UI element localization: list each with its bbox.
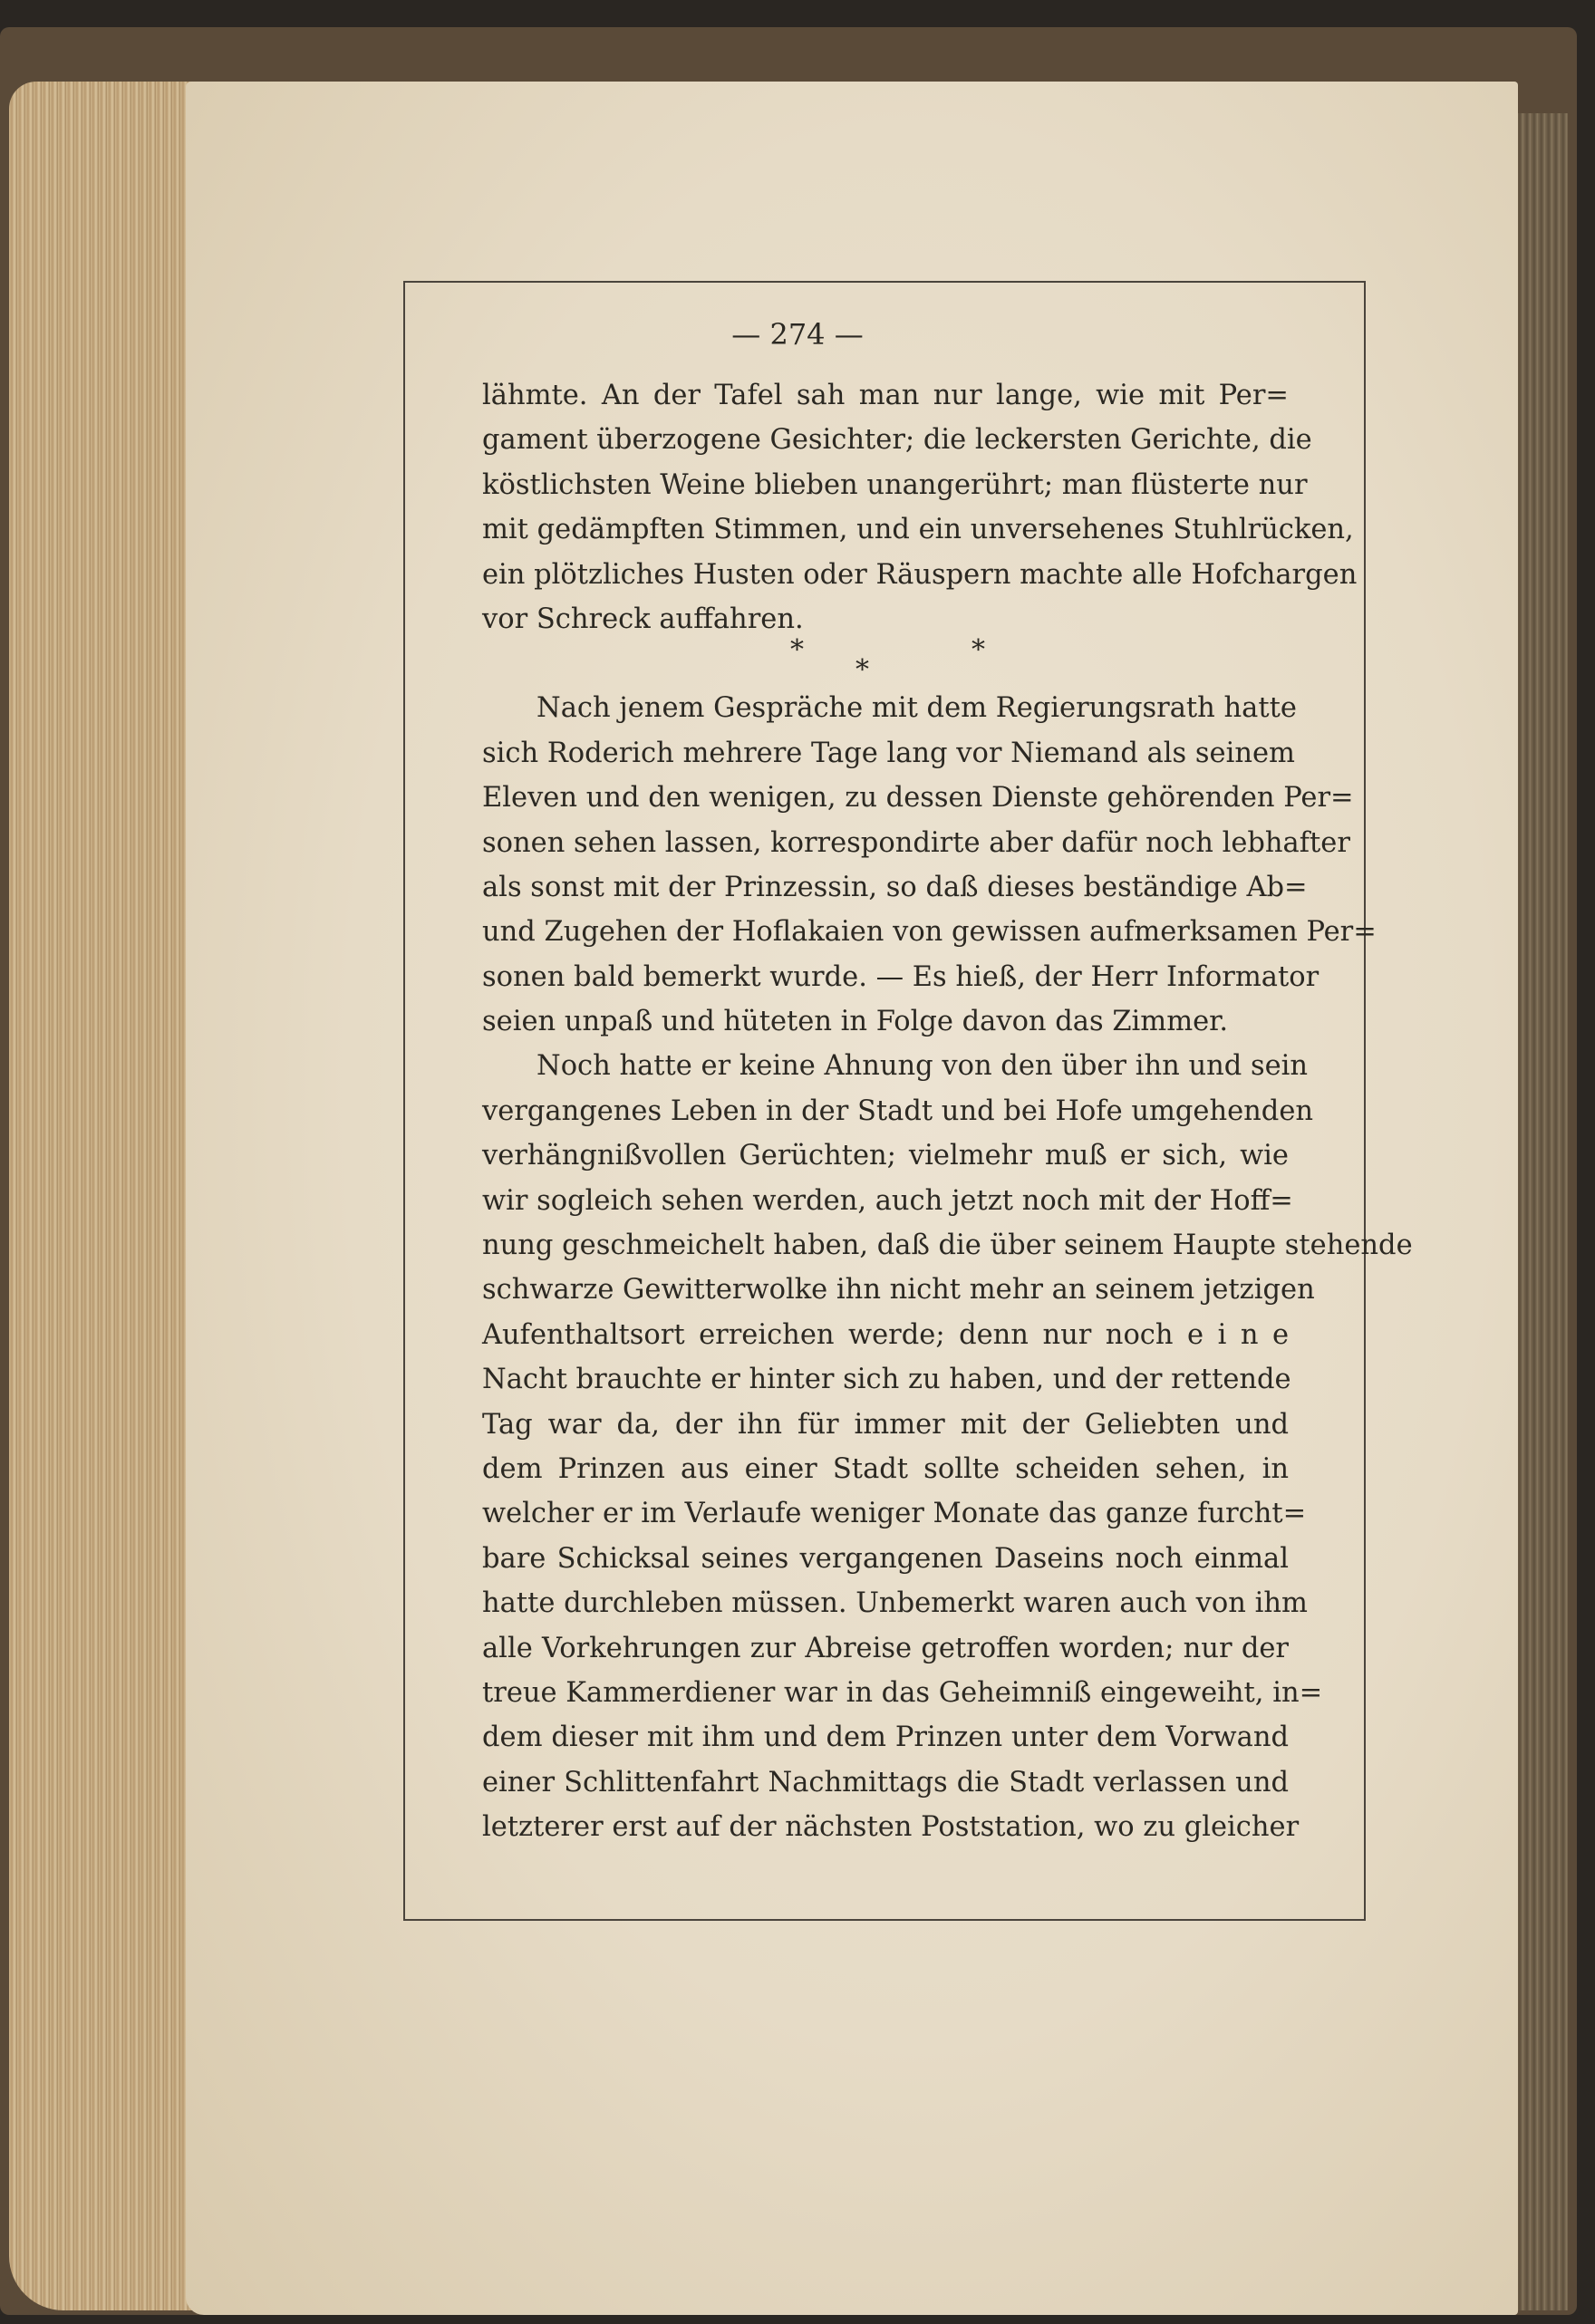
text-line: und Zugehen der Hoflakaien von gewissen aufmerksamen Per= [482,916,1377,949]
paragraph-3 [482,1044,1413,1849]
text-line: gament überzogene Gesichter; die leckersten Gerichte, die [482,424,1312,457]
separator-gap [482,641,1289,686]
body-text [482,373,1413,1850]
text-line: wir sogleich sehen werden, auch jetzt noch mit der Hoff= [482,1184,1293,1217]
text-line: Tag war da, der ihn für immer mit der Geliebten und [482,1408,1289,1441]
text-line: sonen bald bemerkt wurde. — Es hieß, der Herr Informator [482,960,1320,993]
text-line: verhängnißvollen Gerüchten; vielmehr muß er sich, wie [482,1140,1289,1172]
text-line: dem Prinzen aus einer Stadt sollte scheiden sehen, in [482,1452,1289,1485]
separator-star: * [972,634,985,666]
paragraph-2 [482,686,1377,1044]
page-edges-left [9,82,199,2310]
text-line: lähmte. An der Tafel sah man nur lange, wie mit Per= [482,380,1289,411]
text-line: mit gedämpften Stimmen, und ein unversehenes Stuhlrücken, [482,514,1354,546]
text-line: hatte durchleben müssen. Unbemerkt waren auch von ihm [482,1587,1308,1620]
separator-star: * [790,634,804,666]
text-line: bare Schicksal seines vergangenen Daseins noch einmal [482,1542,1289,1575]
text-line: Noch hatte er keine Ahnung von den über ihn und sein [536,1050,1309,1083]
text-line: sonen sehen lassen, korrespondirte aber dafür noch lebhafter [482,826,1350,859]
page-number: — 274 — [731,317,864,352]
text-line: treue Kammerdiener war in das Geheimniß eingeweiht, in= [482,1676,1323,1709]
text-line: dem dieser mit ihm und dem Prinzen unter dem Vorwand [482,1721,1289,1754]
text-line: seien unpaß und hüteten in Folge davon das Zimmer. [482,1006,1229,1038]
text-line: als sonst mit der Prinzessin, so daß dieses beständige Ab= [482,871,1308,903]
text-line: nung geschmeichelt haben, daß die über seinem Haupte stehende [482,1230,1413,1262]
text-line: vor Schreck auffahren. [482,603,804,635]
text-line: sich Roderich mehrere Tage lang vor Niemand als seinem [482,737,1295,769]
text-line: schwarze Gewitterwolke ihn nicht mehr an seinem jetzigen [482,1274,1315,1307]
text-line: letzterer erst auf der nächsten Poststation, wo zu gleicher [482,1811,1300,1844]
paragraph-1 [482,373,1358,641]
text-line: einer Schlittenfahrt Nachmittags die Stadt verlassen und [482,1766,1289,1798]
text-line: Nacht brauchte er hinter sich zu haben, und der rettende [482,1364,1291,1396]
text-line: welcher er im Verlaufe weniger Monate das ganze furcht= [482,1498,1307,1530]
text-line: Eleven und den wenigen, zu dessen Dienste gehörenden Per= [482,782,1354,815]
separator-star: * [856,654,869,686]
text-line: köstlichsten Weine blieben unangerührt; man flüsterte nur [482,468,1308,501]
text-line: alle Vorkehrungen zur Abreise getroffen worden; nur der [482,1632,1289,1664]
text-line: ein plötzliches Husten oder Räuspern machte alle Hofchargen [482,558,1358,591]
text-line: Aufenthaltsort erreichen werde; denn nur noch e i n e [482,1318,1289,1351]
text-line: vergangenes Leben in der Stadt und bei Hofe umgehenden [482,1094,1314,1127]
text-line: Nach jenem Gespräche mit dem Regierungsrath hatte [536,692,1297,725]
